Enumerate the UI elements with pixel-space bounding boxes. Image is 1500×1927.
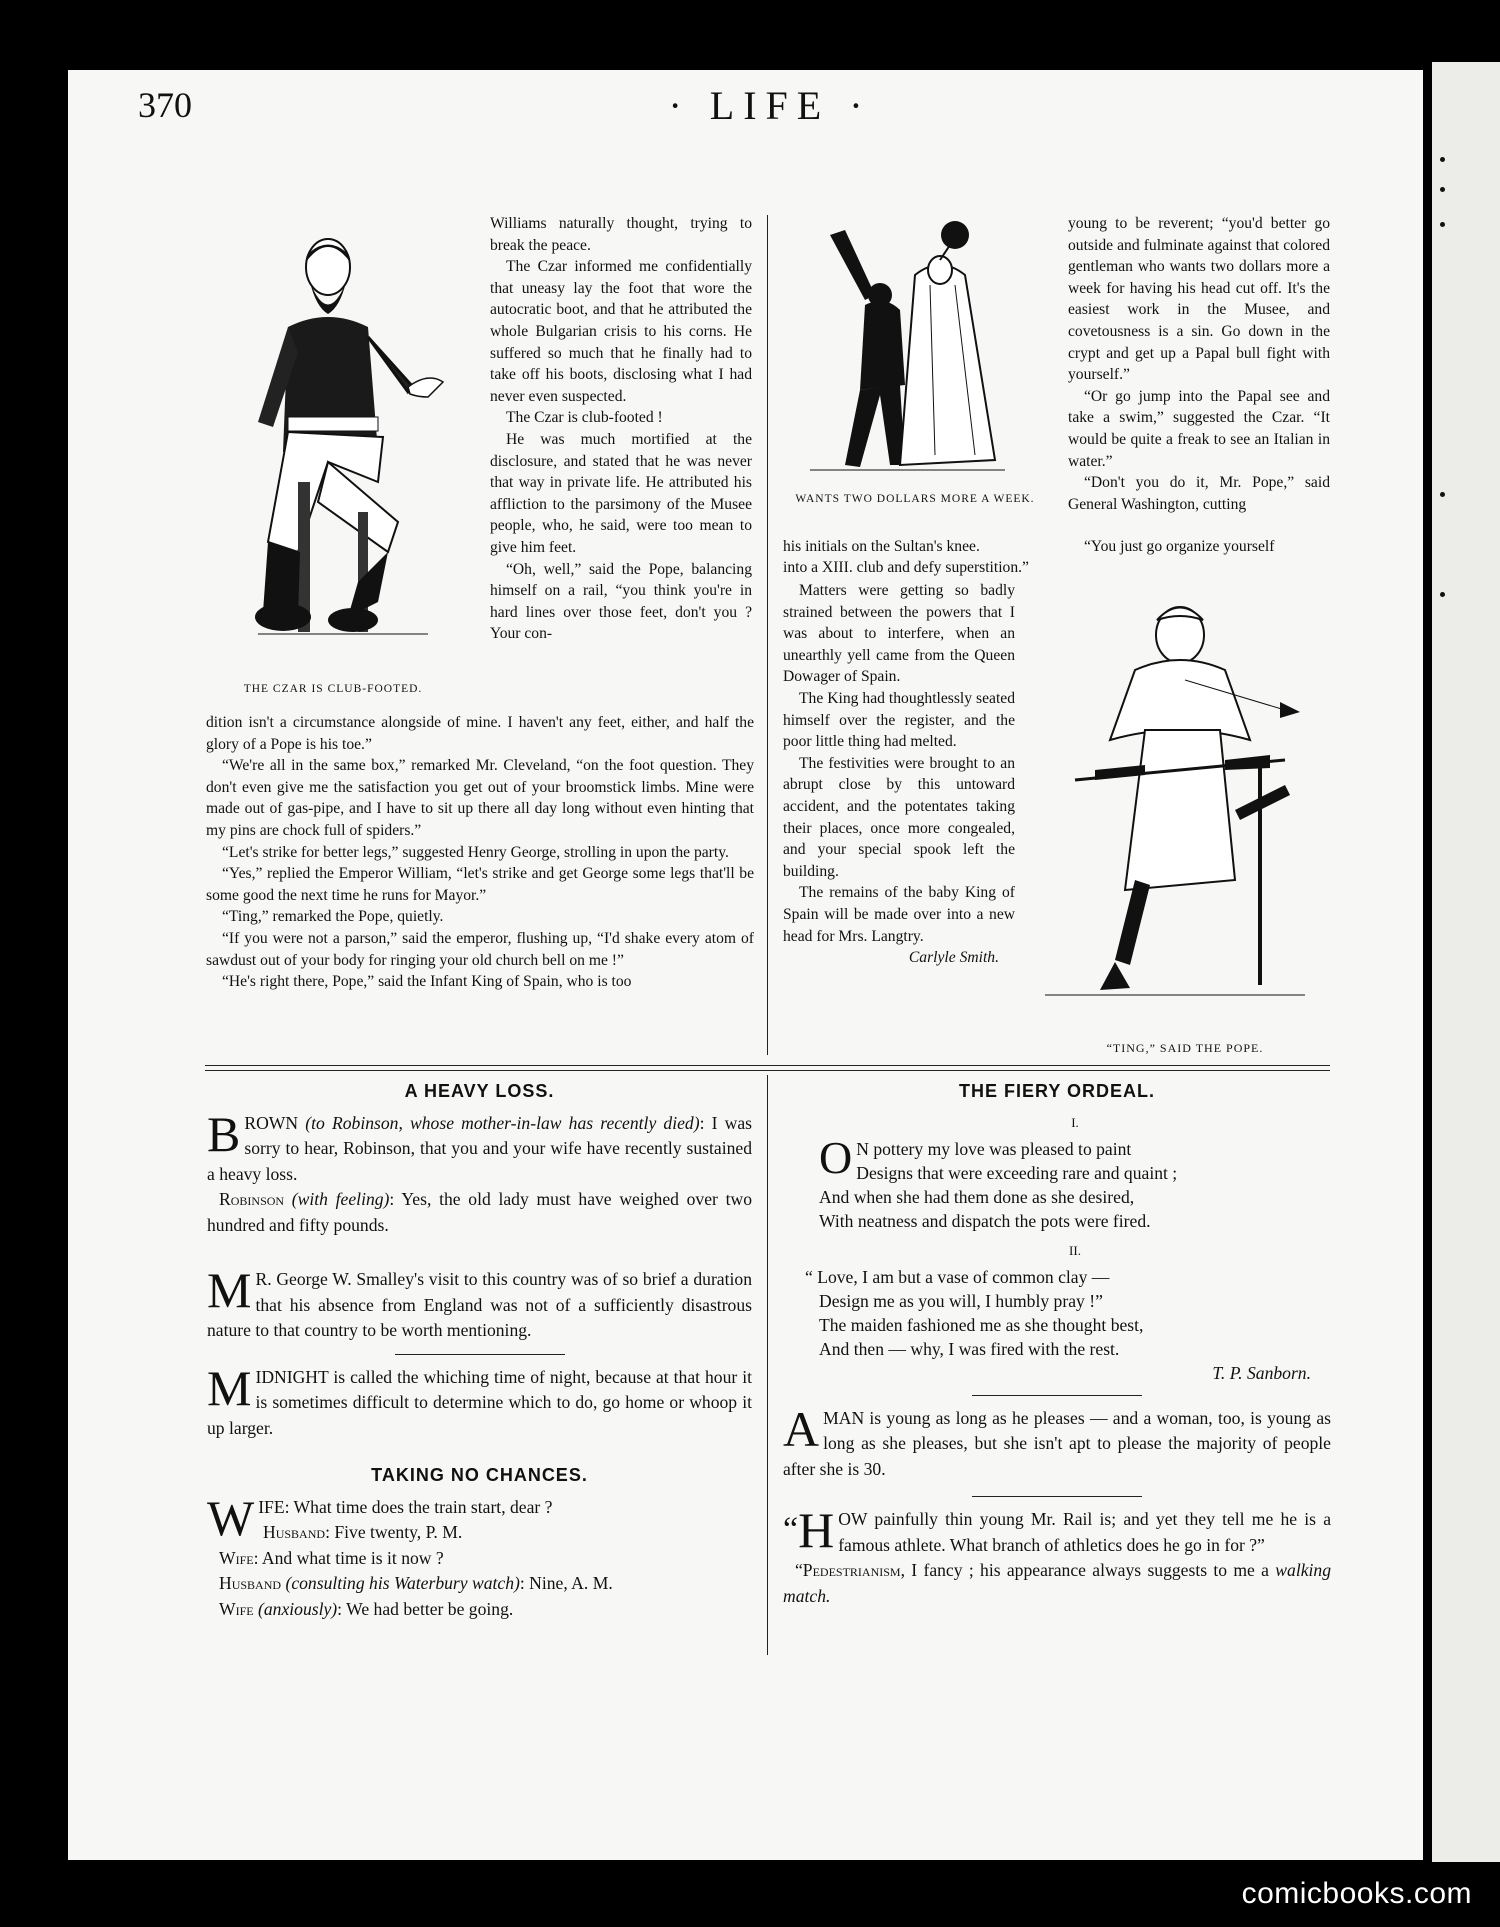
article-column-2-left [783,580,1015,969]
paragraph: The festivities were brought to an abrupt close by this untoward accident, and the potentates taking their places, once more congealed, and your special spook left the building. [783,754,1015,880]
dialogue-text: : Yes, the old lady must have weighed over two hundred and fifty pounds. [207,1189,752,1235]
heavy-loss-heading: A HEAVY LOSS. [404,1081,555,1101]
article-column-1-top [490,213,752,645]
wants-two-dollars-caption: WANTS TWO DOLLARS MORE A WEEK. [795,493,1035,505]
poem-line: And when she had them done as she desired, [819,1186,1135,1207]
article-line-tail-right [1068,536,1330,558]
dialogue-text: I fancy ; his appearance always suggests to me a [905,1560,1276,1580]
poem-line: And then — why, I was fired with the rest. [819,1338,1120,1359]
czar-caption: THE CZAR IS CLUB-FOOTED. [243,683,423,695]
article-column-2-right [1068,213,1330,515]
column-divider [767,1075,768,1655]
speaker: Husband [219,1573,282,1593]
paragraph: The King had thoughtlessly seated himself over the register, and the poor little thing had melted. [783,689,1015,751]
paragraph: The Czar is club-footed ! [506,409,663,427]
paragraph-text: MAN is young as long as he pleases — and a woman, too, is young as long as she pleases, but she isn't apt to please the majority of people after she is 30. [783,1407,1331,1479]
paragraph: “Ting,” remarked the Pope, quietly. [222,908,444,926]
mr-rail-paragraph [783,1502,1331,1558]
stage-direction: (anxiously) [258,1598,338,1619]
drop-cap: M [207,1262,252,1318]
article-line-tail-left [783,536,1053,558]
dialogue-text: : We had better be going. [337,1598,514,1619]
drop-cap: A [783,1400,820,1457]
dialogue-text: : Nine, A. M. [519,1573,613,1593]
stage-direction: (consulting his Waterbury watch) [285,1573,520,1593]
fiery-ordeal-heading: THE FIERY ORDEAL. [958,1081,1155,1101]
binding-mark [1440,592,1445,597]
binding-mark [1440,157,1445,162]
stage-direction: (to Robinson, whose mother-in-law has recently died) [305,1112,700,1133]
drop-cap: W [207,1489,255,1546]
paragraph: “Don't you do it, Mr. Pope,” said General Washington, cutting [1068,474,1330,513]
section-rule [205,1065,1330,1066]
paragraph: “Yes,” replied the Emperor William, “let's strike and get George some legs that'll be some good the next time he runs for Mayor.” [206,865,754,904]
paragraph: The remains of the baby King of Spain will be made over into a new head for Mrs. Langtry. [783,884,1015,945]
stanza-number: II. [1069,1242,1081,1258]
paragraph: young to be reverent; “you'd better go outside and fulminate against that colored gentleman who wants two dollars more a week for having his head cut off. It's the easiest work in the Musee, and covetousness is a sin. Go down in the crypt and get up a Papal bull fight with yourself.” [1068,215,1330,384]
speaker: ROWN [244,1112,299,1133]
paragraph: into a XIII. club and defy superstition.” [783,559,1029,576]
masthead: · LIFE · [668,83,872,128]
open-quote: “ [783,1511,799,1548]
stage-direction: (with feeling) [291,1189,390,1209]
speaker: IFE [258,1496,285,1517]
drop-cap: M [207,1359,252,1416]
midnight-paragraph [207,1359,752,1442]
paragraph: Williams naturally thought, trying to break the peace. [490,215,752,254]
paragraph-text: IDNIGHT is called the whiching time of night, because at that hour it is sometimes difficult to determine which to do, go home or whoop it up larger. [207,1366,752,1438]
paragraph: his initials on the Sultan's knee. [783,538,980,555]
dialogue-line [207,1597,752,1623]
czar-drawing [228,222,478,662]
drop-cap: B [207,1105,241,1162]
binding-mark [1440,492,1445,497]
column-divider [767,215,768,1055]
article-full-line [783,557,1333,579]
paragraph-text: OW painfully thin young Mr. Rail is; and yet they tell me he is a famous athlete. What branch of athletics does he go in for ?” [838,1509,1331,1555]
wants-two-dollars-illustration [790,215,1030,485]
dialogue-line [207,1571,752,1597]
poem-line: The maiden fashioned me as she thought best, [819,1314,1144,1335]
speaker: Wife [219,1547,254,1568]
pope-illustration [1035,590,1330,1020]
lower-right-column [783,1079,1331,1609]
article-column-1-wide [206,712,754,993]
paragraph: dition isn't a circumstance alongside of mine. I haven't any feet, either, and half the glory of a Pope is his toe.” [206,714,754,753]
wants-two-dollars-drawing [790,215,1030,485]
drop-cap: H [798,1502,835,1558]
mr-rail-reply [783,1558,1331,1609]
young-man-paragraph [783,1400,1331,1483]
speaker: Husband [263,1522,326,1542]
paragraph-text: R. George W. Smalley's visit to this country was of so brief a duration that his absence from England was not of a sufficiently disastrous nature to that country to be worth mentioning. [207,1269,752,1340]
pope-drawing [1035,590,1330,1020]
poem [783,1111,1331,1385]
czar-illustration [228,222,478,662]
paragraph: “Or go jump into the Papal see and take a swim,” suggested the Czar. “It would be quite a freak to see an Italian in water.” [1068,387,1330,470]
paragraph: He was much mortified at the disclosure, and stated that he was never that way in private life. He attributed his affliction to the parsimony of the Musee people, who, he said, were too mean to give him feet. [490,430,752,556]
speaker: Wife [219,1598,254,1619]
dialogue-text: : What time does the train start, dear ? [284,1496,553,1517]
poem-line: Designs that were exceeding rare and quaint ; [856,1162,1178,1183]
paragraph: Matters were getting so badly strained between the powers that I was about to interfere, when an unearthly yell came from the Queen Dowager of Spain. [783,582,1015,686]
separator-rule [972,1496,1142,1497]
spacer [207,1441,752,1463]
watermark: comicbooks.com [1241,1877,1472,1910]
paragraph: “You just go organize yourself [1084,538,1275,555]
author-signature: Carlyle Smith. [908,949,999,967]
dialogue-line [207,1520,752,1546]
poem-signature: T. P. Sanborn. [1212,1362,1311,1383]
paragraph: “If you were not a parson,” said the emperor, flushing up, “I'd shake every atom of sawdust out of your body for ringing your old church bell on me !” [206,929,754,969]
paragraph: “We're all in the same box,” remarked Mr. Cleveland, “on the foot question. They don't even give me the satisfaction you get out of your broomstick limbs. Mine were made out of gas-pipe, and I have to sit up there all day long without even hinting that my pins are chock full of spiders.” [206,757,754,839]
smalley-paragraph [207,1262,752,1344]
heavy-loss-brown [207,1105,752,1188]
adjacent-page-edge [1432,62,1500,1862]
speaker: “Pedestrianism, [795,1560,905,1580]
paragraph: The Czar informed me confidentially that uneasy lay the foot that wore the autocratic boot, and that he attributed the whole Bulgarian crisis to his corns. He suffered so much that he finally had to take off his boots, disclosing what I had never even suspected. [490,258,752,405]
binding-mark [1440,222,1445,227]
paragraph: “He's right there, Pope,” said the Infant King of Spain, who is too [222,973,632,991]
paragraph: “Oh, well,” said the Pope, balancing himself on a rail, “you think you're in hard lines over those feet, don't you ? Your con- [490,560,752,643]
poem-line-text: N pottery my love was pleased to paint [856,1138,1132,1159]
paragraph: “Let's strike for better legs,” suggested Henry George, strolling in upon the party. [222,843,729,861]
poem-line: With neatness and dispatch the pots were fired. [819,1210,1151,1231]
pope-caption: “TING,” SAID THE POPE. [1106,1041,1264,1055]
lower-left-column [207,1079,752,1622]
dialogue-text: : Five twenty, P. M. [325,1522,463,1542]
section-rule [205,1070,1330,1071]
stanza-number: I. [1071,1114,1079,1130]
dialogue-text: : I was sorry to hear, Robinson, that you and your wife have recently sustained a heavy loss. [207,1112,752,1184]
dialogue-text: : And what time is it now ? [253,1547,444,1568]
taking-no-chances-heading: TAKING NO CHANCES. [371,1465,588,1485]
poem-line: Design me as you will, I humbly pray !” [819,1290,1103,1311]
dialogue-line [207,1546,752,1572]
page-number: 370 [138,85,192,125]
emphasis-text: walking match. [783,1560,1331,1606]
binding-mark [1440,187,1445,192]
separator-rule [395,1354,565,1355]
speaker: Robinson [219,1189,285,1209]
poem-line: “ Love, I am but a vase of common clay — [805,1266,1110,1287]
heavy-loss-robinson [207,1187,752,1238]
drop-cap: O [819,1131,853,1183]
separator-rule [972,1395,1142,1396]
